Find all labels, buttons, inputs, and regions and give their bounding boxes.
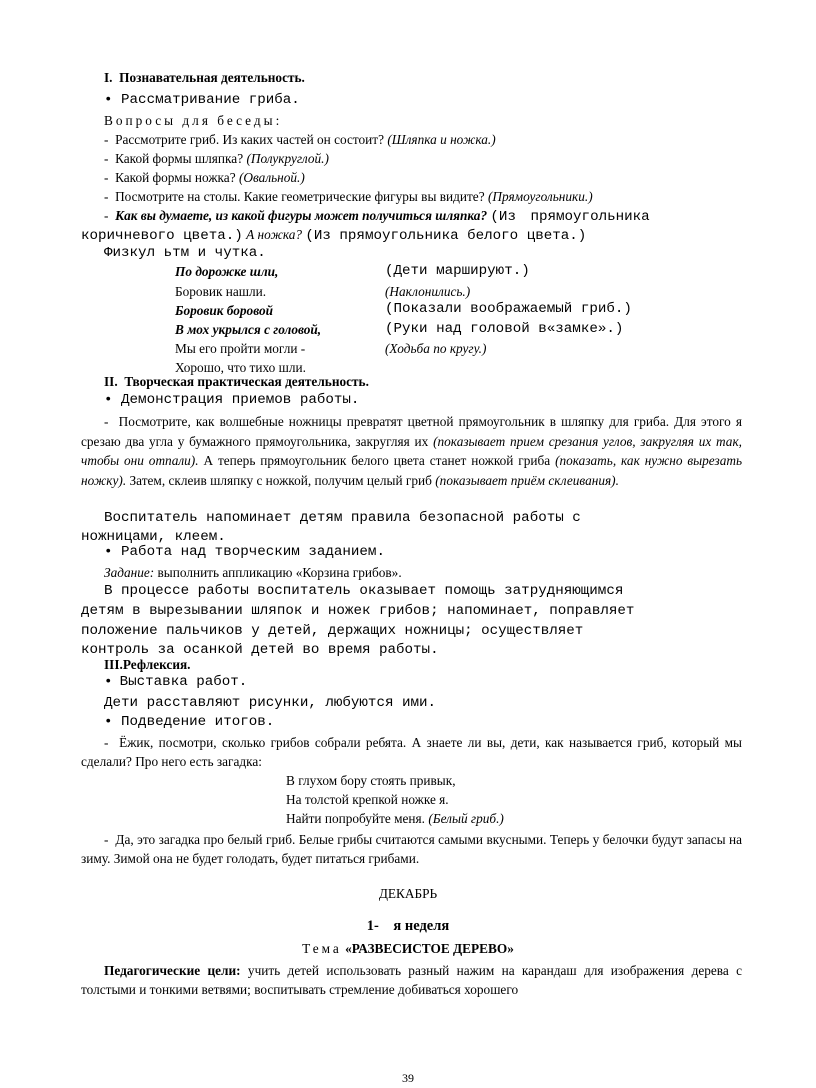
children-arrange-line: Дети расставляют рисунки, любуются ими. (104, 695, 437, 711)
question-1: - Рассмотрите гриб. Из каких частей он состоит? (Шляпка и ножка.) (104, 132, 496, 147)
riddle-intro-paragraph: - Ёжик, посмотри, сколько грибов собрали ребята. А знаете ли вы, дети, как называется гриб, который мы сделали? Про него есть загадка: (81, 735, 742, 769)
physical-break-title: Физкул ьтм и чутка. (104, 245, 266, 261)
week-heading: 1- я неделя (366, 918, 450, 934)
process-line: детям в вырезывании шляпок и ножек грибов; напоминает, поправляет (81, 603, 635, 619)
demonstration-paragraph: - Посмотрите, как волшебные ножницы превратят цветной прямоугольник в шляпку для гриба. Для этого я срезаю два угла у бумажного прямоугольника, закругляя их (показывает прием срезания углов, закругляя их так, чтобы они отпали). А теперь прямоугольник белого цвета станет ножкой гриба (показать, как нужно вырезать ножку). Затем, склеив шляпку с ножкой, получим целый гриб (показывает приём склеивания). (81, 414, 743, 488)
poem-action: (Руки над головой в«замке».) (385, 321, 624, 337)
section-heading-practical: II. Творческая практическая деятельность. (104, 374, 369, 389)
riddle-line-last (286, 810, 504, 829)
question-1-text: Рассмотрите гриб. Из каких частей он состоит? (115, 132, 384, 147)
poem-line: По дорожке шли, (175, 264, 279, 279)
question-3: - Какой формы ножка? (Овальной.) (104, 170, 305, 185)
demonstration-note-2: (показать, как нужно вырезать ножку). (81, 453, 743, 488)
riddle-line: Найти попробуйте меня. (286, 811, 425, 826)
question-6-text: А ножка? (246, 227, 303, 242)
bullet-demonstration: • Демонстрация приемов работы. (104, 392, 360, 408)
bullet-exhibition: • Выставка работ. (104, 674, 248, 690)
demonstration-note-3: (показывает приём склеивания). (435, 472, 619, 488)
month-heading: ДЕКАБРЬ (378, 886, 438, 901)
section-heading-reflection: III.Рефлексия. (104, 657, 191, 672)
question-4-answer: (Прямоугольники.) (487, 189, 593, 204)
question-4-text: Посмотрите на столы. Какие геометрические фигуры вы видите? (115, 189, 485, 204)
question-5-6-line (81, 226, 586, 246)
page-number: 39 (402, 1071, 414, 1085)
poem-line: В мох укрылся с головой, (175, 322, 322, 337)
section-heading-cognitive: I. Познавательная деятельность. (104, 70, 305, 85)
riddle-intro-text: Ёжик, посмотри, сколько грибов собрали ребята. А знаете ли вы, дети, как называется гриб, который мы сделали? Про него есть загадка: (81, 735, 742, 769)
process-line: В процессе работы воспитатель оказывает помощь затрудняющимся (104, 583, 624, 599)
goals-text: учить детей использовать разный нажим на карандаш для изображения дерева с толстыми и тонкими ветвями; воспитывать стремление добиваться хорошего (81, 963, 743, 997)
riddle-line: На толстой крепкой ножке я. (286, 792, 449, 807)
bullet-summary: • Подведение итогов. (104, 714, 275, 730)
theme-line (0, 940, 816, 959)
poem-line: Боровик нашли. (175, 284, 267, 299)
question-6-answer: (Из прямоугольника белого цвета.) (305, 228, 587, 244)
question-3-answer: (Овальной.) (238, 170, 305, 185)
poem-action: (Показали воображаемый гриб.) (385, 301, 632, 317)
riddle-line: В глухом бору стоять привык, (286, 773, 456, 788)
task-line (104, 564, 402, 583)
question-1-answer: (Шляпка и ножка.) (387, 132, 496, 147)
task-text: выполнить аппликацию «Корзина грибов». (157, 565, 402, 580)
question-5-answer-cont: коричневого цвета.) (81, 228, 243, 244)
theme-title: «РАЗВЕСИСТОЕ ДЕРЕВО» (345, 941, 514, 956)
question-4: - Посмотрите на столы. Какие геометрические фигуры вы видите? (Прямоугольники.) (104, 189, 593, 204)
task-label: Задание: (104, 565, 155, 580)
final-paragraph: - Да, это загадка про белый гриб. Белые грибы считаются самыми вкусными. Теперь у белочки будут запасы на зиму. Зимой она не будет голодать, будет питаться грибами. (81, 832, 742, 866)
safety-reminder: Воспитатель напоминает детям правила безопасной работы с (104, 510, 581, 526)
theme-label: Тема (302, 941, 342, 956)
poem-line: Хорошо, что тихо шли. (175, 360, 306, 375)
poem-action: (Наклонились.) (385, 284, 471, 299)
demonstration-text-3: Затем, склеив шляпку с ножкой, получим целый гриб (129, 472, 432, 488)
goals-paragraph (81, 961, 742, 999)
poem-action: (Дети маршируют.) (385, 263, 530, 279)
poem-line: Боровик боровой (175, 303, 274, 318)
safety-reminder-cont: ножницами, клеем. (81, 529, 226, 545)
demonstration-note-1: (показывает прием срезания углов, закругляя их так, чтобы они отпали). (81, 433, 742, 468)
question-3-text: Какой формы ножка? (115, 170, 236, 185)
question-2: - Какой формы шляпка? (Полукруглой.) (104, 151, 329, 166)
question-5-answer: (Из прямоугольника (490, 209, 650, 225)
question-5: - Как вы думаете, из какой фигуры может получиться шляпка? (Из прямоугольника (104, 208, 650, 225)
demonstration-text: Посмотрите, как волшебные ножницы превратят цветной прямоугольник в шляпку для гриба. Для этого я срезаю два угла у бумажного прямоугольника, закругляя их (81, 414, 743, 449)
question-2-answer: (Полукруглой.) (246, 151, 329, 166)
poem-line: Мы его пройти могли - (175, 341, 306, 356)
question-5-text: Как вы думаете, из какой фигуры может получиться шляпка? (115, 208, 488, 223)
demonstration-text-2: А теперь прямоугольник белого цвета станет ножкой гриба (203, 453, 551, 468)
question-2-text: Какой формы шляпка? (115, 151, 244, 166)
bullet-creative-task: • Работа над творческим заданием. (104, 544, 385, 560)
process-line: контроль за осанкой детей во время работы. (81, 642, 439, 658)
poem-action: (Ходьба по кругу.) (385, 341, 487, 356)
bullet-examine-mushroom: • Рассматривание гриба. (104, 92, 300, 108)
questions-label: Вопросы для беседы: (104, 113, 283, 128)
final-text: Да, это загадка про белый гриб. Белые грибы считаются самыми вкусными. Теперь у белочки будут запасы на зиму. Зимой она не будет голодать, будет питаться грибами. (81, 832, 742, 866)
process-line: положение пальчиков у детей, держащих ножницы; осуществляет (81, 623, 584, 639)
goals-label: Педагогические цели: (104, 963, 241, 978)
riddle-answer: (Белый гриб.) (428, 811, 504, 826)
